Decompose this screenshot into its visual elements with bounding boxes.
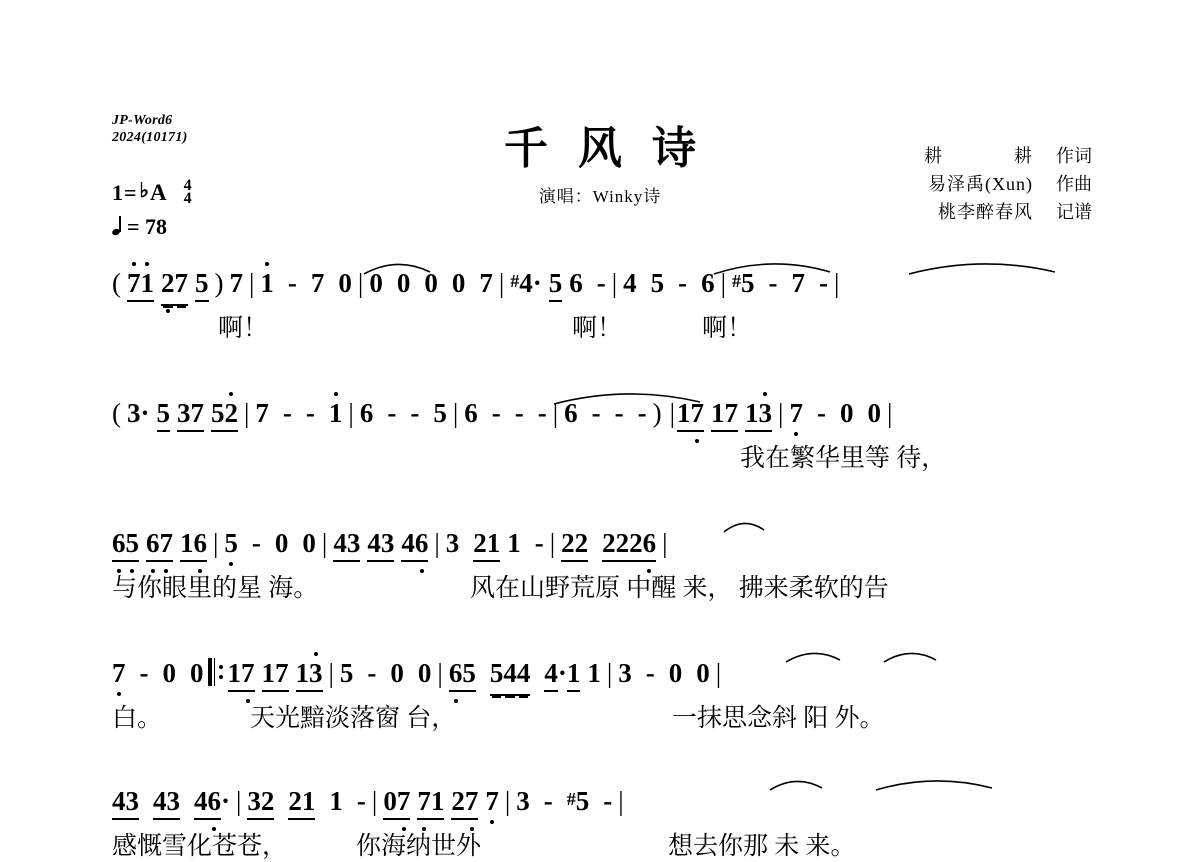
slur-icon bbox=[882, 648, 938, 664]
system-4 bbox=[112, 658, 1102, 732]
key-signature-block bbox=[112, 176, 193, 240]
lyric-line: 与你眼里的星 海。 bbox=[112, 575, 319, 602]
lyric-line: 想去你那 未 来。 bbox=[668, 833, 856, 860]
credit-transcriber-role: 记谱 bbox=[1056, 202, 1092, 222]
slur-icon bbox=[907, 258, 1057, 276]
credits-block bbox=[924, 142, 1092, 226]
system-3-notes: 65 67 16 | 5 - 0 0 | 43 43 46 | 3 21 1 - | 22 2226 | bbox=[112, 528, 1102, 568]
lyric-line: 天光黯淡落窗 台， bbox=[250, 705, 457, 732]
system-1 bbox=[112, 268, 1102, 342]
system-1-notes: ( 71 27 5 ) 7 | 1 - 7 0 | 0 0 0 0 7 | #4· 5 6 - | 4 5 - 6 | #5 - 7 - | bbox=[112, 268, 1102, 308]
credit-transcriber-name: 桃李醉春风 bbox=[938, 202, 1033, 222]
slur-icon bbox=[874, 776, 994, 792]
lyric-syllable: 啊！ bbox=[572, 315, 623, 342]
system-2-notes: ( 3· 5 37 52 | 7 - - 1 | 6 - - 5 | 6 - - - | 6 - - - ) |17 17 13 | 7 - 0 0 | bbox=[112, 398, 1102, 438]
slur-icon bbox=[784, 648, 842, 664]
lyric-line: 感慨雪化苍苍， bbox=[112, 833, 288, 860]
stamp-line-2: 2024(10171) bbox=[112, 130, 188, 145]
system-5-notes: 43 43 46· | 32 21 1 - | 07 71 27 7 | 3 - #5 - | bbox=[112, 786, 1102, 826]
credit-row-lyricist bbox=[924, 142, 1092, 170]
lyric-line: 白。 bbox=[112, 705, 163, 732]
key-line bbox=[112, 176, 193, 206]
tempo-marking bbox=[112, 214, 193, 240]
lyric-line: 风在山野荒原 中醒 来， 拂来柔软的告 bbox=[470, 575, 889, 602]
system-2-lyrics bbox=[112, 438, 1102, 472]
tempo-value: = 78 bbox=[127, 214, 168, 239]
system-4-lyrics bbox=[112, 698, 1102, 732]
lyric-line: 一抹思念斜 阳 外。 bbox=[672, 705, 885, 732]
lyric-syllable: 啊！ bbox=[702, 315, 753, 342]
system-5-lyrics bbox=[112, 826, 1102, 860]
page-title: 千风诗 bbox=[504, 124, 726, 173]
repeat-start-icon bbox=[208, 658, 224, 686]
system-4-notes: 7 - 0 0 17 17 13 | 5 - 0 0 | 65 544 4·1 1 | 3 - 0 0 | bbox=[112, 658, 1102, 698]
credit-lyricist-role: 作词 bbox=[1056, 146, 1092, 166]
slur-icon bbox=[768, 776, 824, 792]
system-5 bbox=[112, 786, 1102, 860]
system-3 bbox=[112, 528, 1102, 602]
flat-icon: ♭ bbox=[139, 180, 150, 202]
quarter-note-icon bbox=[112, 217, 124, 237]
credit-row-composer bbox=[924, 170, 1092, 198]
time-signature-top: 4 bbox=[183, 177, 193, 194]
key-tonic: A bbox=[149, 180, 168, 205]
lyric-line: 你海纳世外 bbox=[356, 833, 482, 860]
time-signature bbox=[184, 179, 193, 205]
key-label: 1= bbox=[112, 180, 138, 205]
system-3-lyrics bbox=[112, 568, 1102, 602]
credit-composer-name: 易泽禹(Xun) bbox=[928, 174, 1033, 194]
lyric-syllable: 啊！ bbox=[218, 315, 269, 342]
slur-icon bbox=[362, 258, 432, 276]
stamp-line-1: JP-Word6 bbox=[112, 113, 173, 128]
lyric-line: 我在繁华里等 待， bbox=[740, 445, 947, 472]
credit-lyricist-name-2: 耕 bbox=[1014, 146, 1033, 166]
system-1-lyrics bbox=[112, 308, 1102, 342]
credit-lyricist-name: 耕 bbox=[924, 146, 943, 166]
slur-icon bbox=[722, 518, 766, 534]
credit-composer-role: 作曲 bbox=[1056, 174, 1092, 194]
system-2 bbox=[112, 398, 1102, 472]
time-signature-bottom: 4 bbox=[183, 190, 193, 207]
singer-credit: 演唱：Winky诗 bbox=[538, 187, 662, 206]
credit-row-transcriber bbox=[924, 198, 1092, 226]
